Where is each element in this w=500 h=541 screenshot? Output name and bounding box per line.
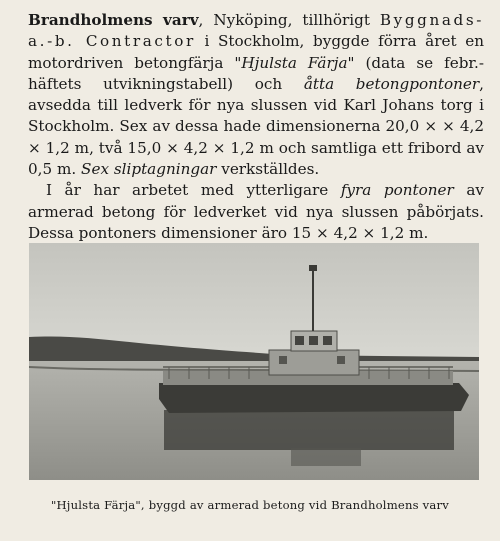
ferry-photo-illustration bbox=[29, 243, 479, 480]
lead-heading: Brandholmens varv bbox=[28, 11, 199, 29]
paragraph-2: I år har arbetet med ytterligare fyra pontoner av armerad betong för ledverket vid nya slussen påbörjats. Dessa pontoners dimensioner äro 15 × 4,2 × 1,2 m. bbox=[28, 181, 484, 242]
figure-caption: "Hjulsta Färja", byggd av armerad betong vid Brandholmens varv bbox=[50, 498, 450, 512]
article-text bbox=[28, 10, 484, 244]
paragraph-1: Brandholmens varv, Nyköping, tillhörigt Byggnads- a.-b. Contractor i Stockholm, byggde förra året en motordriven betongfärja "Hjulsta Färja" (data se febr.-häftets utvikningstabell) och åtta betongpontoner, avsedda till ledverk för nya slussen vid Karl Johans torg i Stockholm. Sex av dessa hade dimensionerna 20,0 × × 4,2 × 1,2 m, två 15,0 × 4,2 × 1,2 m och samtliga ett fribord av 0,5 m. Sex sliptagningar verkställdes. bbox=[28, 11, 485, 179]
ferry-photograph bbox=[29, 243, 479, 480]
